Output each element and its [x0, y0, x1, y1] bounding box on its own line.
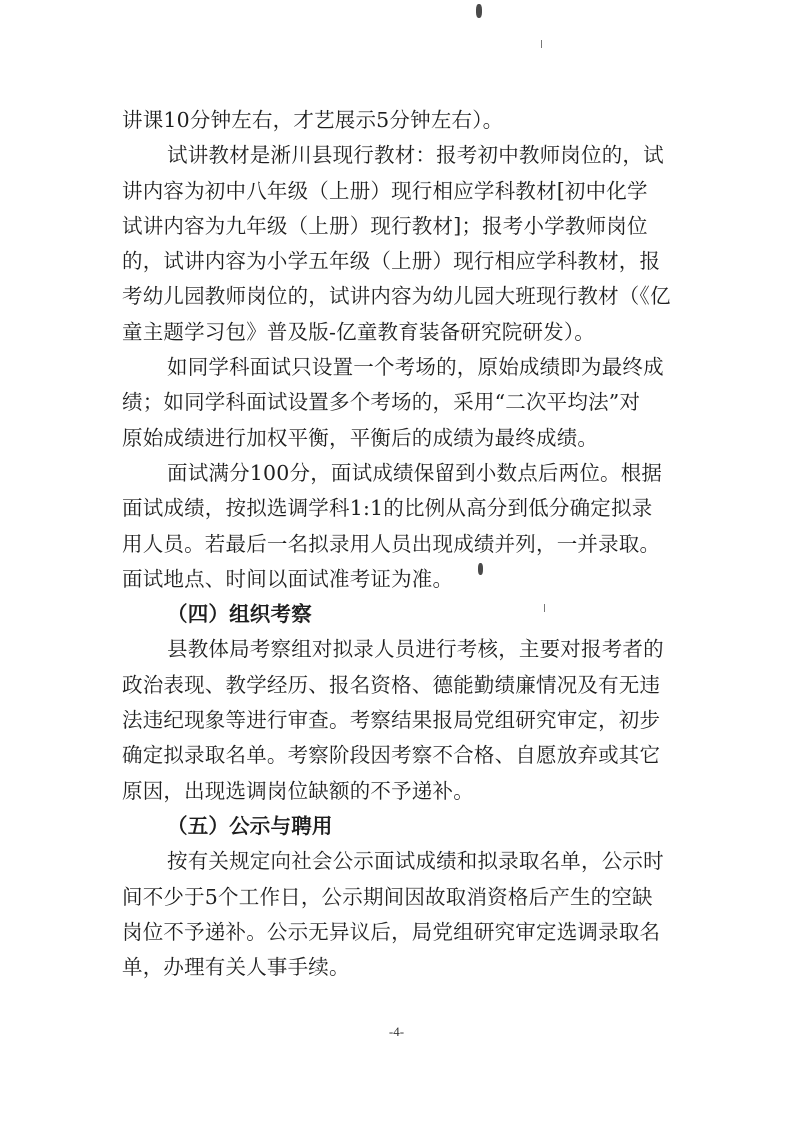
body-line: 面试满分100分，面试成绩保留到小数点后两位。根据: [167, 460, 663, 485]
body-line: 原因，出现选调岗位缺额的不予递补。: [122, 778, 474, 803]
body-line: 童主题学习包》普及版-亿童教育装备研究院研发）。: [122, 319, 595, 344]
section-heading: （五）公示与聘用: [167, 813, 333, 838]
body-line: 面试成绩，按拟选调学科1:1的比例从高分到低分确定拟录: [122, 496, 653, 521]
section-heading: （四）组织考察: [167, 602, 312, 627]
body-line: 如同学科面试只设置一个考场的，原始成绩即为最终成: [167, 355, 664, 380]
body-line: 岗位不予递补。公示无异议后，局党组研究审定选调录取名: [122, 919, 661, 944]
body-line: 按有关规定向社会公示面试成绩和拟录取名单，公示时: [167, 849, 664, 874]
scan-smudge-mark: [476, 4, 482, 18]
body-line: 的，试讲内容为小学五年级（上册）现行相应学科教材，报: [122, 249, 661, 274]
body-line: 用人员。若最后一名拟录用人员出现成绩并列，一并录取。: [122, 531, 661, 556]
body-line: 单，办理有关人事手续。: [122, 955, 350, 980]
page-number: -4-: [388, 1024, 405, 1039]
document-body: [122, 103, 672, 985]
body-line: 试讲内容为九年级（上册）现行教材]；报考小学教师岗位: [122, 213, 648, 238]
body-line: 讲内容为初中八年级（上册）现行相应学科教材[初中化学: [122, 178, 648, 203]
body-line: 政治表现、教学经历、报名资格、德能勤绩廉情况及有无违: [122, 672, 661, 697]
scan-speck-mark: [541, 40, 542, 48]
body-line: 试讲教材是淅川县现行教材：报考初中教师岗位的，试: [167, 143, 664, 168]
body-line: 考幼儿园教师岗位的，试讲内容为幼儿园大班现行教材（《亿: [122, 284, 671, 309]
body-line: 原始成绩进行加权平衡，平衡后的成绩为最终成绩。: [122, 425, 599, 450]
body-line: 确定拟录取名单。考察阶段因考察不合格、自愿放弃或其它: [122, 743, 661, 768]
body-line: 面试地点、时间以面试准考证为准。: [122, 566, 454, 591]
body-line: 间不少于5个工作日，公示期间因故取消资格后产生的空缺: [122, 884, 653, 909]
body-line: 县教体局考察组对拟录人员进行考核，主要对报考者的: [167, 637, 664, 662]
body-line: 绩；如同学科面试设置多个考场的，采用“二次平均法”对: [122, 390, 641, 415]
body-line: 讲课10分钟左右，才艺展示5分钟左右）。: [122, 108, 504, 132]
body-line: 法违纪现象等进行审查。考察结果报局党组研究审定，初步: [122, 708, 661, 733]
